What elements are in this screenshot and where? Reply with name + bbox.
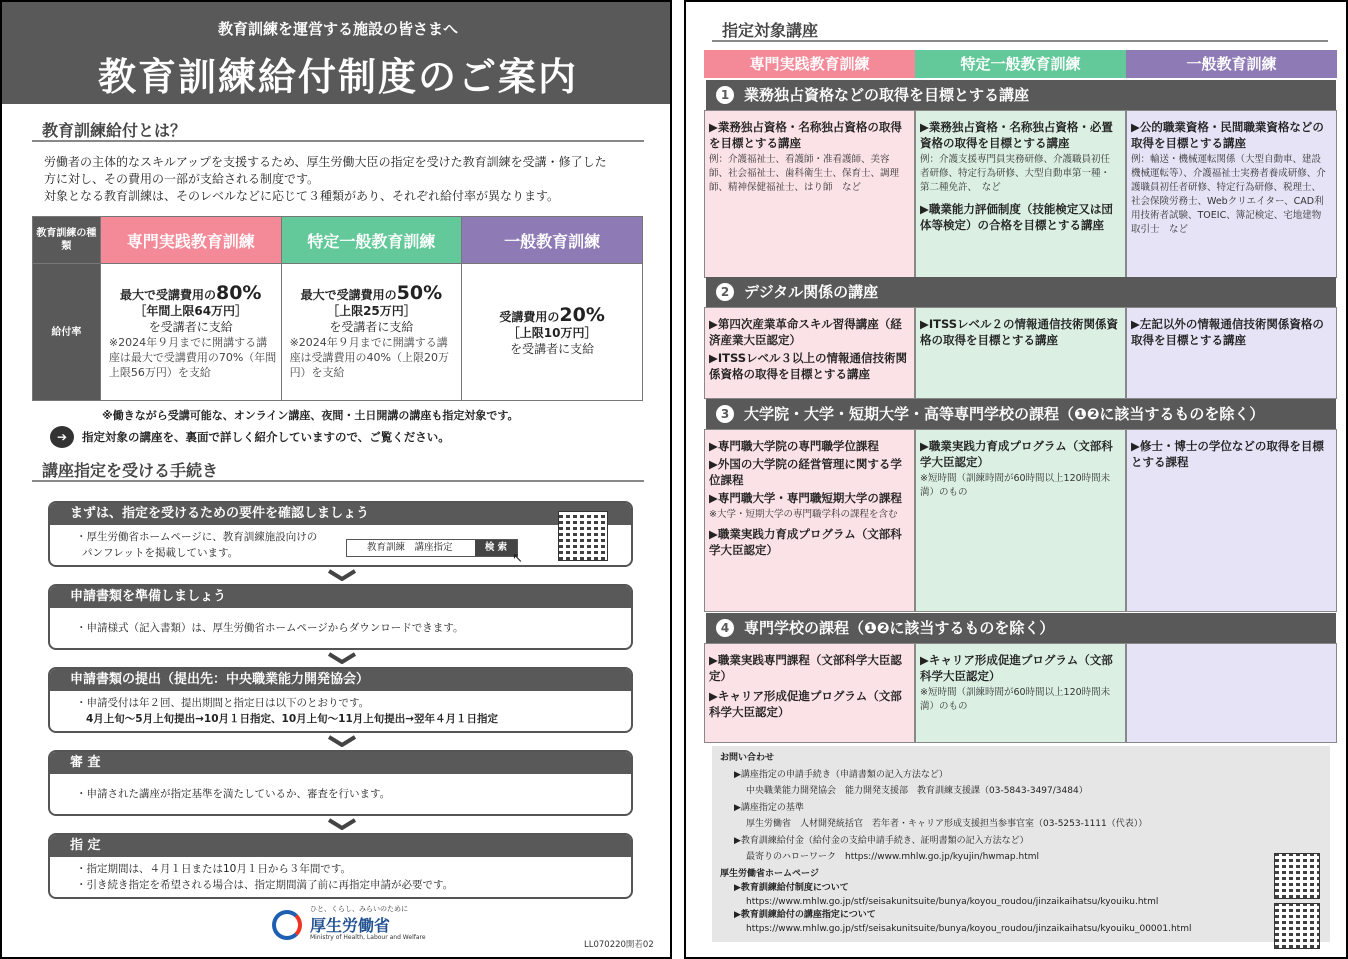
col-header-general: 一般教育訓練 — [1126, 50, 1337, 78]
step-check-requirements: まずは、指定を受けるための要件を確認しましょう ・厚生労働省ホームページに、教育訓練施設向けの パンフレットを掲載しています。 教育訓練 講座指定 検 索 ↖ — [48, 501, 633, 567]
search-box[interactable]: 教育訓練 講座指定 検 索 — [346, 539, 518, 557]
cell-3-specific: ▶職業実践力育成プログラム（文部科学大臣認定） ※短時間（訓練時間が60時間以上120時間未満）のもの — [915, 429, 1126, 612]
rate-specific: 最大で受講費用の50% ［上限25万円］ を受講者に支給 ※2024年９月までに開講する講座は受講費用の40%（上限20万円）を支給 — [281, 264, 462, 401]
intro-text: 労働者の主体的なスキルアップを支援するため、厚生労働大臣の指定を受けた教育訓練を受講・修了した 方に対し、その費用の一部が支給される制度です。 対象となる教育訓練は、そのレベルなどに応じて３種類があり、それぞれ給付率が異なります。 — [44, 155, 607, 203]
type-professional: 専門実践教育訓練 — [100, 217, 281, 264]
arrow-right-icon: ➔ — [50, 426, 74, 448]
cell-4-specific: ▶キャリア形成促進プログラム（文部科学大臣認定） ※短時間（訓練時間が60時間以上120時間未満）のもの — [915, 643, 1126, 743]
cell-4-general — [1126, 643, 1337, 743]
cell-2-professional: ▶第四次産業革命スキル習得講座（経済産業大臣認定） ▶ITSSレベル３以上の情報通信技術関係資格の取得を目標とする講座 — [704, 307, 915, 399]
ministry-tagline: ひと、くらし、みらいのために — [310, 905, 408, 913]
step-prepare-documents: 申請書類を準備しましょう ・申請様式（記入書類）は、厚生労働省ホームページからダウンロードできます。 — [48, 584, 633, 650]
benefit-table — [32, 216, 643, 401]
rate-professional: 最大で受講費用の80% ［年間上限64万円］ を受講者に支給 ※2024年９月までに開講する講座は最大で受講費用の70%（年間上限56万円）を支給 — [100, 264, 281, 401]
band-vocational-school: 4 専門学校の課程（❶❷に該当するものを除く） — [706, 613, 1336, 643]
col-header-professional: 専門実践教育訓練 — [704, 50, 915, 78]
band-digital: 2 デジタル関係の講座 — [706, 277, 1336, 307]
reverse-side-note: 指定対象の講座を、裏面で詳しく紹介していますので、ご覧ください。 — [82, 430, 450, 444]
cursor-icon: ↖ — [512, 551, 523, 566]
qr-code-icon — [1274, 903, 1320, 949]
step-designation: 指 定 ・指定期間は、４月１日または10月１日から３年間です。 ・引き続き指定を希望される場合は、指定期間満了前に再指定申請が必要です。 — [48, 833, 633, 899]
qr-code-icon — [1274, 853, 1320, 899]
chevron-down-icon — [327, 652, 357, 664]
band-qualifications: 1 業務独占資格などの取得を目標とする講座 — [706, 80, 1336, 110]
chevron-down-icon — [327, 735, 357, 747]
hellowork-link[interactable]: 最寄りのハローワーク https://www.mhlw.go.jp/kyujin/hwmap.html — [746, 852, 1039, 862]
col-header-specific: 特定一般教育訓練 — [915, 50, 1126, 78]
cell-1-specific: ▶業務独占資格・名称独占資格・必置資格の取得を目標とする講座 例：介護支援専門員実務研修、介護職員初任者研修、特定行為研修、大型自動車第一種・第二種免許、 など ▶職業能力評価制度（技能検定又は団体等検定）の合格を目標とする講座 — [915, 110, 1126, 278]
cell-2-general: ▶左記以外の情報通信技術関係資格の取得を目標とする講座 — [1126, 307, 1337, 399]
contact-box: お問い合わせ ▶講座指定の申請手続き（申請書類の記入方法など） 中央職業能力開発協会 能力開発支援部 教育訓練支援課（03-5843-3497/3484） ▶講座指定の基準 厚生労働省 人材開発統括官 若年者・キャリア形成支援担当参事官室（03-5253-1111（代表）） ▶教育訓練給付金（給付金の支給申請手続き、証明書類の記入方法など） 最寄りのハローワーク https://www.mhlw.go.jp/kyujin/hwmap.html 厚生労働省ホームページ ▶教育訓練給付制度について https://www.mhlw.go.jp/stf/seisakunitsuite/bunya/koyou_roudou/jinzaikaihatsu/kyouiku.html ▶教育訓練給付の講座指定について https://www.mhlw.go.jp/stf/seisakunitsuite/bunya/koyou_roudou/jinzaikaihatsu/kyouiku_00001.html — [712, 746, 1330, 942]
band-university: 3 大学院・大学・短期大学・高等専門学校の課程（❶❷に該当するものを除く） — [706, 399, 1336, 429]
rate-general: 受講費用の20% ［上限10万円］ を受講者に支給 — [462, 264, 643, 401]
cell-4-professional: ▶職業実践専門課程（文部科学大臣認定） ▶キャリア形成促進プログラム（文部科学大臣認定） — [704, 643, 915, 743]
search-button[interactable]: 検 索 — [475, 540, 517, 556]
chevron-down-icon — [327, 569, 357, 581]
target-heading: 指定対象講座 — [712, 18, 1328, 42]
step-review: 審 査 ・申請された講座が指定基準を満たしているか、審査を行います。 — [48, 750, 633, 816]
chevron-down-icon — [327, 818, 357, 830]
course-designation-link[interactable]: https://www.mhlw.go.jp/stf/seisakunitsuite/bunya/koyou_roudou/jinzaikaihatsu/kyouiku_00001.html — [746, 924, 1192, 934]
cell-3-professional: ▶専門職大学院の専門職学位課程 ▶外国の大学院の経営管理に関する学位課程 ▶専門職大学・専門職短期大学の課程 ※大学・短期大学の専門職学科の課程を含む ▶職業実践力育成プログラム（文部科学大臣認定） — [704, 429, 915, 612]
type-label: 教育訓練の種類 — [33, 217, 101, 264]
type-specific: 特定一般教育訓練 — [281, 217, 462, 264]
cell-2-specific: ▶ITSSレベル２の情報通信技術関係資格の取得を目標とする講座 — [915, 307, 1126, 399]
cell-1-general: ▶公的職業資格・民間職業資格などの取得を目標とする講座 例：輸送・機械運転関係（大型自動車、建設機械運転等）、介護福祉士実務者養成研修、介護職員初任者研修、特定行為研修、税理士、社会保険労務士、Webクリエイター、CAD利用技術者試験、TOEIC、簿記検定、宅地建物取引士 など — [1126, 110, 1337, 278]
ministry-name-en: Ministry of Health, Labour and Welfare — [310, 934, 426, 941]
procedure-heading: 講座指定を受ける手続き — [32, 458, 644, 482]
front-page — [0, 0, 672, 959]
banner-subtitle: 教育訓練を運営する施設の皆さまへ — [217, 20, 458, 38]
title-banner — [2, 2, 672, 104]
cell-3-general: ▶修士・博士の学位などの取得を目標とする課程 — [1126, 429, 1337, 612]
page-title: 教育訓練給付制度のご案内 — [97, 55, 578, 99]
document-code: LL070220開若02 — [584, 940, 654, 950]
ministry-name: 厚生労働省 — [310, 916, 391, 935]
online-note: ※働きながら受講可能な、オンライン講座、夜間・土日開講の講座も指定対象です。 — [102, 409, 519, 422]
qr-code-icon — [558, 511, 608, 561]
rate-label: 給付率 — [33, 264, 101, 401]
ministry-logo-icon — [272, 910, 302, 940]
step-submit-documents: 申請書類の提出（提出先：中央職業能力開発協会） ・申請受付は年２回、提出期間と指定日は以下のとおりです。 4月上旬～5月上旬提出→10月１日指定、10月上旬～11月上旬提出→翌年４月１日指定 — [48, 667, 633, 733]
benefit-system-link[interactable]: https://www.mhlw.go.jp/stf/seisakunitsuite/bunya/koyou_roudou/jinzaikaihatsu/kyouiku.html — [746, 897, 1159, 907]
intro-heading: 教育訓練給付とは？ — [32, 118, 644, 142]
type-general: 一般教育訓練 — [462, 217, 643, 264]
cell-1-professional: ▶業務独占資格・名称独占資格の取得を目標とする講座 例：介護福祉士、看護師・准看護師、美容師、社会福祉士、歯科衛生士、保育士、調理師、精神保健福祉士、はり師 など — [704, 110, 915, 278]
